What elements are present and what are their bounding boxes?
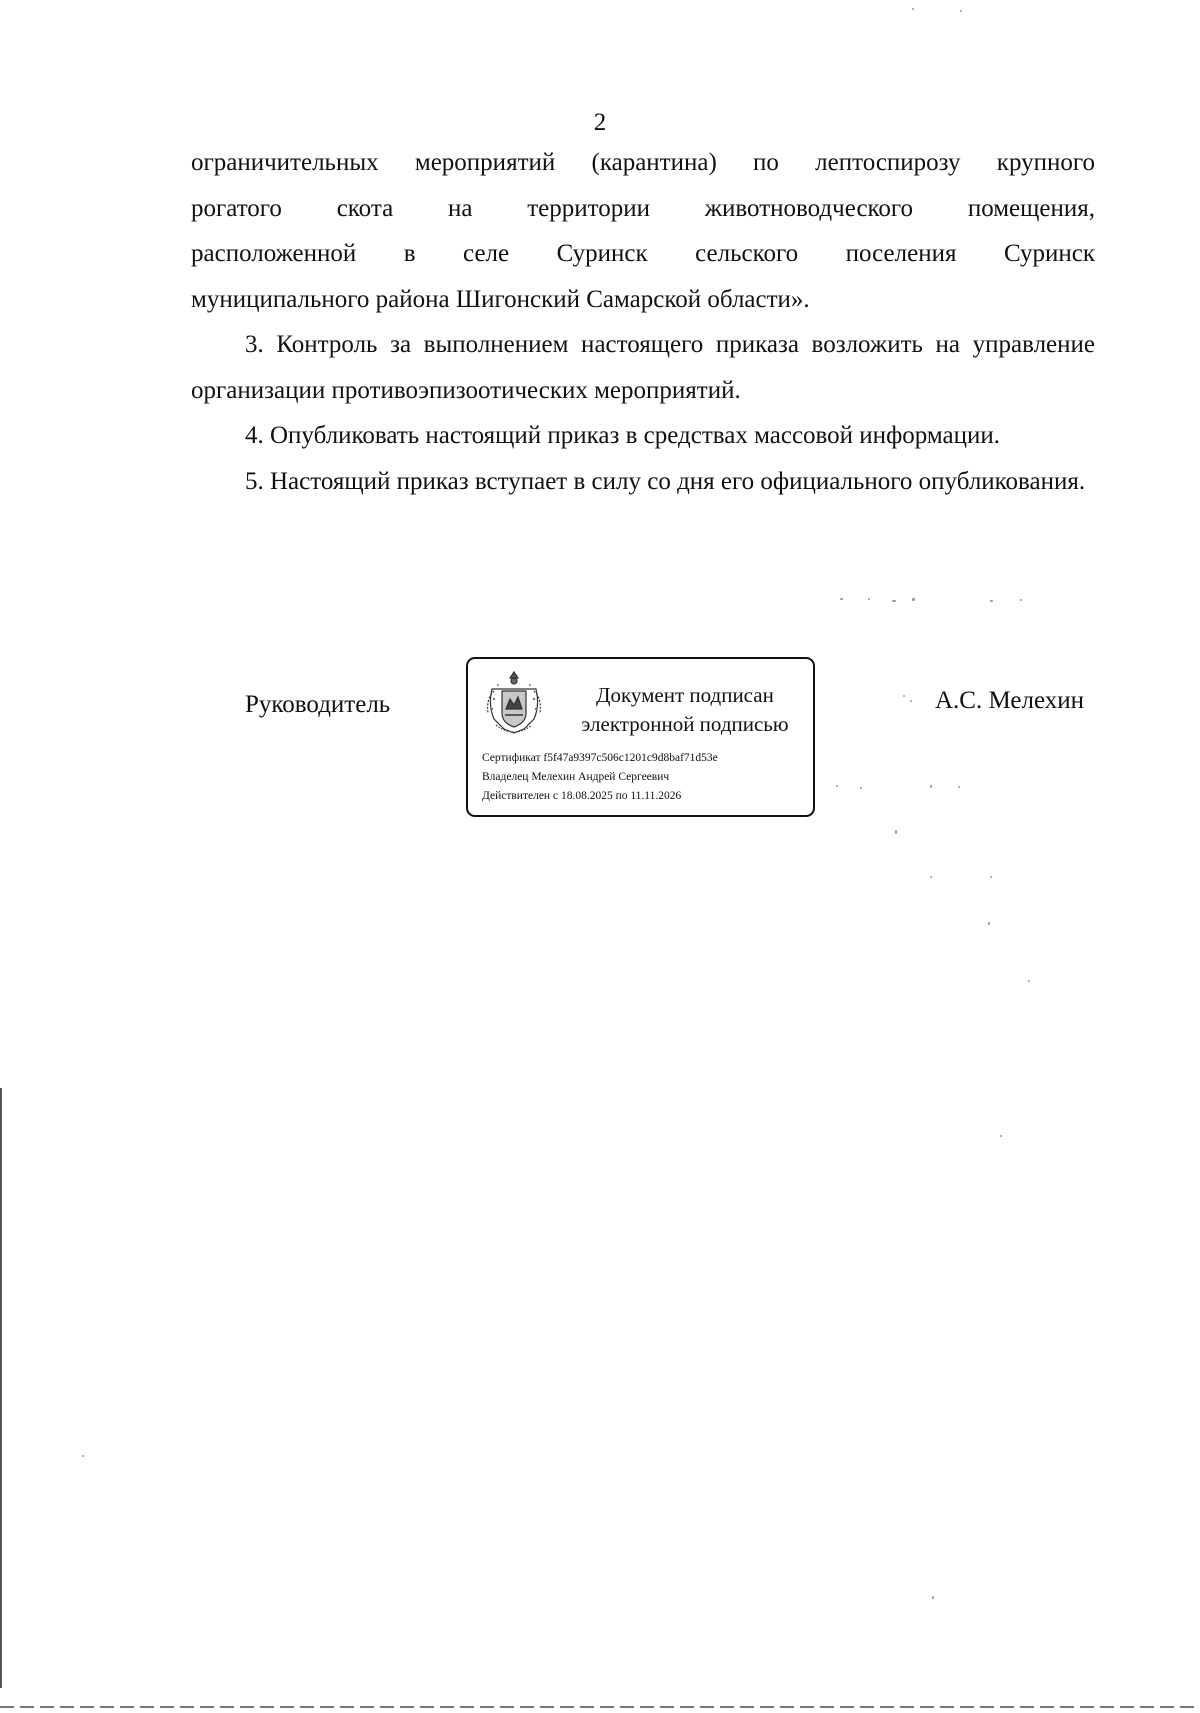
paragraph-item-5: 5. Настоящий приказ вступает в силу со дня его официального опубликования. — [245, 467, 1086, 495]
scan-speck — [990, 876, 992, 878]
scan-speck — [960, 10, 962, 12]
stamp-certificate: Сертификат f5f47a9397c506c1201c9d8baf71d53e — [482, 752, 718, 764]
scan-speck — [988, 922, 990, 925]
coat-of-arms-icon — [484, 669, 544, 737]
stamp-title-line: электронной подписью — [581, 712, 789, 736]
signer-role: Руководитель — [245, 691, 391, 718]
stamp-title-line: Документ подписан — [596, 683, 774, 707]
text-line: муниципального района Шигонский Самарской области». — [191, 285, 810, 313]
electronic-signature-stamp — [466, 657, 815, 817]
scan-edge-mark — [0, 1088, 2, 1688]
scan-speck — [958, 786, 960, 788]
scan-speck — [860, 787, 862, 789]
scan-speck — [903, 695, 905, 697]
scan-speck — [840, 598, 843, 600]
scan-speck — [912, 8, 914, 10]
scan-speck — [932, 1596, 934, 1599]
stamp-validity: Действителен с 18.08.2025 по 11.11.2026 — [482, 790, 682, 802]
document-body — [191, 140, 1095, 504]
text-line: ограничительных мероприятий (карантина) по лептоспирозу крупного — [191, 149, 1095, 176]
text-line: рогатого скота на территории животноводческого помещения, — [191, 194, 1095, 222]
scan-speck — [82, 1455, 84, 1457]
paragraph-continuation — [191, 140, 1095, 322]
scan-speck — [1028, 980, 1030, 982]
text-line: расположенной в селе Суринск сельского поселения Суринск — [191, 240, 1095, 267]
scan-speck — [912, 598, 915, 601]
scan-speck — [1000, 1135, 1002, 1137]
scan-speck — [868, 598, 870, 600]
scan-speck — [910, 700, 912, 702]
signer-name: А.С. Мелехин — [935, 687, 1084, 714]
paragraph-item-4: 4. Опубликовать настоящий приказ в средствах массовой информации. — [245, 422, 1001, 449]
scan-bottom-border — [0, 1706, 1200, 1708]
scan-speck — [930, 876, 932, 878]
scan-speck — [930, 785, 932, 788]
stamp-owner: Владелец Мелехин Андрей Сергеевич — [482, 771, 670, 783]
paragraph-item-3: 3. Контроль за выполнением настоящего приказа возложить на управление организации противоэпизоотических мероприятий. — [191, 331, 1095, 404]
scan-speck — [892, 600, 896, 602]
stamp-details — [482, 749, 718, 806]
page-number: 2 — [593, 109, 607, 136]
scan-speck — [1020, 599, 1022, 601]
scan-speck — [895, 830, 897, 834]
stamp-title — [560, 681, 810, 739]
scan-speck — [836, 785, 838, 787]
scan-speck — [990, 600, 993, 602]
